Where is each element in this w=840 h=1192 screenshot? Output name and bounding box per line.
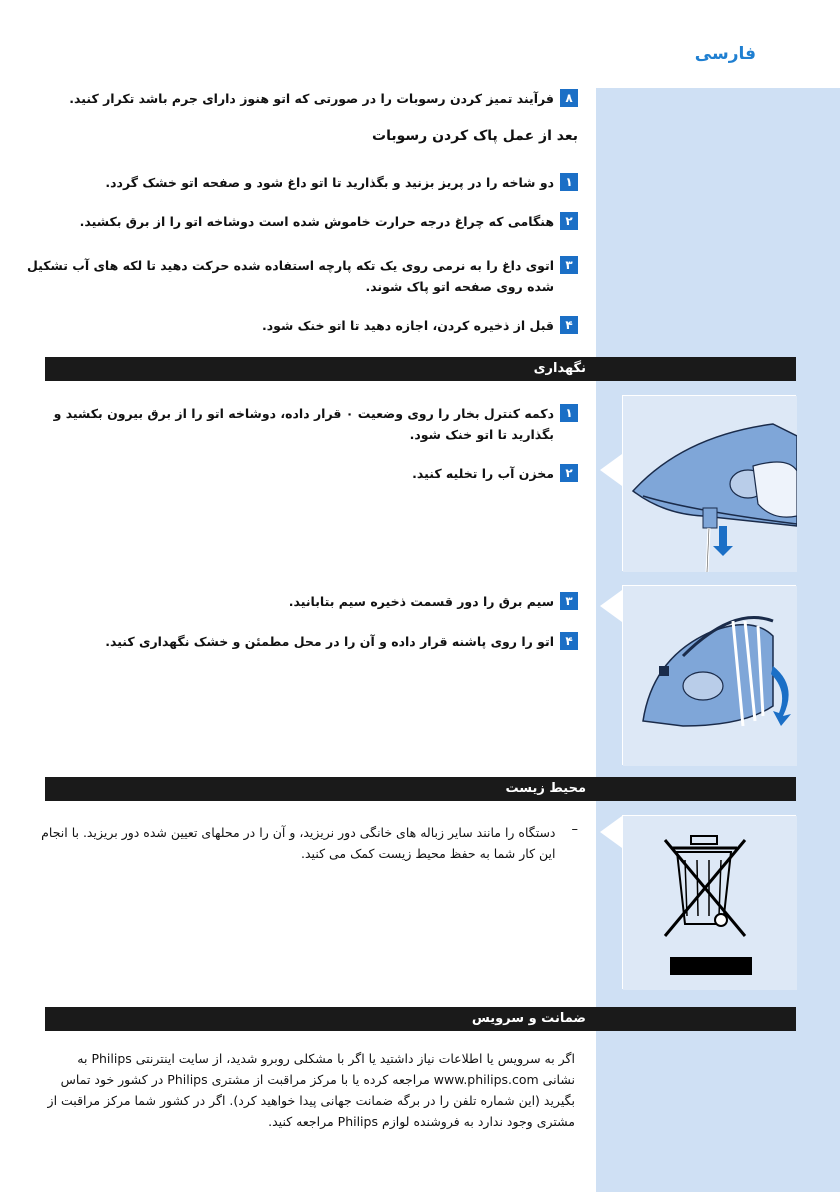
warranty-text: اگر به سرویس یا اطلاعات نیاز داشتید یا اگر با مشکلی روبرو شدید، از سایت اینترنتی Philips به نشانی www.philips.com مراجعه کرده یا با مرکز مراقبت از مشتری Philips در کشور خود تماس بگیرید (این شماره تلفن را در برگه ضمانت جهانی پیدا خواهید کرد). اگر در کشور شما مرکز مراقبت از مشتری وجود ندارد به فروشنده لوازم Philips مراجعه کنید. [47,1051,575,1129]
storage-step-1 [44,403,578,445]
iron-storage-illustration [623,586,797,766]
figure-pointer [600,590,622,622]
step-number: ۱ [560,404,578,422]
step-number: ۱ [560,173,578,191]
step-number: ۴ [560,632,578,650]
section-bar-environment: محیط زیست [45,777,796,801]
step-text: قبل از ذخیره کردن، اجازه دهید تا اتو خنک شود. [261,318,554,333]
environment-item [36,822,579,864]
figure-pointer [600,454,622,486]
after-step-3 [24,255,578,297]
step-number: ۳ [560,256,578,274]
weee-black-bar [670,957,752,975]
step-number: ۲ [560,212,578,230]
storage-step-3 [289,591,578,612]
section-bar-storage: نگهداری [45,357,796,381]
after-step-4 [262,315,578,336]
step-text: هنگامی که چراغ درجه حرارت خاموش شده است دوشاخه اتو را از برق بکشید. [79,214,554,229]
step-text: دکمه کنترل بخار را روی وضعیت ۰ قرار داده، دوشاخه اتو را از برق بیرون بکشید و بگذارید تا اتو خنک شود. [53,406,554,442]
step-8 [69,88,578,109]
figure-store-iron [622,585,796,765]
iron-emptying-illustration [623,396,797,572]
step-text: دو شاخه را در پریز بزنید و بگذارید تا اتو داغ شود و صفحه اتو خشک گردد. [105,175,554,190]
after-step-2 [80,211,578,232]
step-text: فرآیند تمیز کردن رسوبات را در صورتی که اتو هنوز دارای جرم باشد تکرار کنید. [69,91,554,106]
environment-text: دستگاه را مانند سایر زباله های خانگی دور نریزید، و آن را در محلهای تعیین شده دور بریزید. با انجام این کار شما به حفظ محیط زیست کمک می کنید. [41,825,556,861]
figure-empty-water-tank [622,395,796,571]
list-dash: – [571,822,578,837]
storage-step-4 [105,631,578,652]
storage-step-2 [412,463,578,484]
step-number: ۸ [560,89,578,107]
step-number: ۲ [560,464,578,482]
figure-pointer [600,816,622,848]
after-descaling-heading: بعد از عمل پاک کردن رسوبات [372,128,578,144]
step-text: مخزن آب را تخلیه کنید. [412,466,554,481]
step-text: سیم برق را دور قسمت ذخیره سیم بتابانید. [288,594,554,609]
step-text: اتو را روی پاشنه قرار داده و آن را در محل مطمئن و خشک نگهداری کنید. [105,634,554,649]
step-number: ۳ [560,592,578,610]
section-bar-warranty: ضمانت و سرویس [45,1007,796,1031]
after-step-1 [105,172,578,193]
step-number: ۴ [560,316,578,334]
step-text: اتوی داغ را به نرمی روی یک تکه پارچه استفاده شده حرکت دهید تا لکه های آب تشکیل شده روی صفحه اتو پاک شوند. [26,258,554,294]
language-label: فارسی [694,44,756,64]
